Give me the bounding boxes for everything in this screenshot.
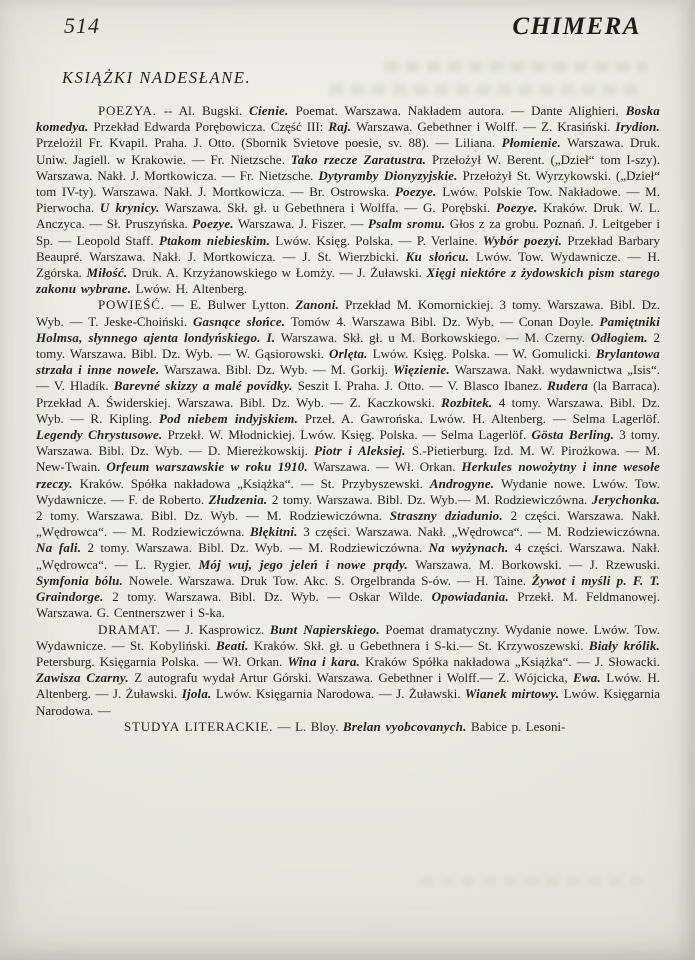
paragraph-powiesc: POWIEŚĆ. — E. Bulwer Lytton. Zanoni. Przekład M. Komornickiej. 3 tomy. Warszawa. Bibl. Dz. Wyb. — T. Jeske-Choiński. Gasnące słońce. Tomów 4. Warszawa Bibl. Dz. Wyb. — Conan Doyle. Pamiętniki Holmsa, słynnego ajenta londyńskiego. I. Warszawa. Skł. gł. u M. Borkowskiego. — M. Czerny. Odłogiem. 2 tomy. Warszawa. Bibl. Dz. Wyb. — W. Gąsiorowski. Orlęta. Lwów. Księg. Polska. — W. Gomulicki. Brylantowa strzała i inne nowele. Warszawa. Bibl. Dz. Wyb. — M. Gorkij. Więzienie. Warszawa. Nakł. wydawnictwa „Isis“. — V. Hladík. Barevné skizzy a malé povídky. Seszit I. Praha. J. Otto. — V. Blasco Ibanez. Rudera (la Barraca). Przekład A. Świderskiej. Warszawa. Bibl. Dz. Wyb. — Z. Kaczkowski. Rozbitek. 4 tomy. Warszawa. Bibl. Dz. Wyb. — R. Kipling. Pod niebem indyjskiem. Przeł. A. Gawrońska. Lwów. H. Altenberg. — Selma Lagerlöf. Legendy Chrystusowe. Przekł. W. Młodnickiej. Lwów. Księg. Polska. — Selma Lagerlöf. Gösta Berling. 3 tomy. Warszawa. Bibl. Dz. Wyb. — D. Miereżkowskij. Piotr i Aleksiej. S.-Pietierburg. Izd. M. W. Pirożkowa. — M. New-Twain. Orfeum warszawskie w roku 1910. Warszawa. — Wł. Orkan. Herkules nowożytny i inne wesołe rzeczy. Kraków. Spółka nakładowa „Książka“. — St. Przybyszewski. Androgyne. Wydanie nowe. Lwów. Tow. Wydawnicze. — F. de Roberto. Złudzenia. 2 tomy. Warszawa. Bibl. Dz. Wyb.— M. Rodziewiczówna. Jerychonka. 2 tomy. Warszawa. Bibl. Dz. Wyb. — M. Rodziewiczówna. Straszny dziadunio. 2 części. Warszawa. Nakł. „Wędrowca“. — M. Rodziewiczówna. Błękitni. 3 części. Warszawa. Nakł. „Wędrowca“. — M. Rodziewiczówna. Na fali. 2 tomy. Warszawa. Bibl. Dz. Wyb. — M. Rodziewiczówna. Na wyżynach. 4 części. Warszawa. Nakł. „Wędrowca“. — L. Rygier. Mój wuj, jego jeleń i nowe prądy. Warszawa. M. Borkowski. — J. Rzewuski. Symfonia bólu. Nowele. Warszawa. Druk Tow. Akc. S. Orgelbranda S-ów. — H. Taine. Żywot i myśli p. F. T. Graindorge. 2 tomy. Warszawa. Bibl. Dz. Wyb. — Oskar Wilde. Opowiadania. Przekł. M. Feldmanowej. Warszawa. G. Centnerszwer i S-ka.	[36, 297, 661, 621]
section-title: KSIĄŻKI NADESŁANE.	[62, 68, 252, 87]
page-header	[0, 0, 695, 41]
page-number: 514	[64, 13, 100, 38]
paragraph-studya-literackie: STUDYA LITERACKIE. — L. Bloy. Brelan vyobcovanych. Babice p. Lesoni-	[124, 718, 566, 734]
paragraph-dramat: DRAMAT. — J. Kasprowicz. Bunt Napierskiego. Poemat dramatyczny. Wydanie nowe. Lwów. Tow. Wydawnicze. — St. Kobyliński. Beati. Kraków. Skł. gł. u Gebethnera i S-ki.— St. Krzywoszewski. Biały królik. Petersburg. Księgarnia Polska. — Wł. Orkan. Wina i kara. Kraków Spółka nakładowa „Książka“. — J. Słowacki. Zawisza Czarny. Z autografu wydał Artur Górski. Warszawa. Gebethner i Wolff.— Z. Wójcicka, Ewa. Lwów. H. Altenberg. — J. Żuławski. Ijola. Lwów. Księgarnia Narodowa. — J. Żuławski. Wianek mirtowy. Lwów. Księgarnia Narodowa. —	[36, 621, 660, 718]
bleedthrough-artifact	[420, 877, 642, 886]
book-list-body	[36, 103, 660, 735]
paragraph-poezya: POEZYA. -- Al. Bugski. Cienie. Poemat. Warszawa. Nakładem autora. — Dante Alighieri. Boska komedya. Przekład Edwarda Porębowicza. Część III: Raj. Warszawa. Gebethner i Wolff. — Z. Krasiński. Irydion. Przelożil Fr. Kvapil. Praha. J. Otto. (Sbornik Svietove poesie, sv. 88). — Liliana. Płomienie. Warszawa. Druk. Uniw. Jagiell. w Krakowie. — Fr. Nietzsche. Tako rzecze Zaratustra. Przełożył W. Berent. („Dzieł“ tom I-szy). Warszawa. Nakł. J. Mortkowicza. — Fr. Nietzsche. Dytyramby Dionyzyjskie. Przełożył St. Wyrzykowski. („Dzieł“ tom IV-ty). Warszawa. Nakł. J. Mortkowicza. — Br. Ostrowska. Poezye. Lwów. Polskie Tow. Nakładowe. — M. Pierwocha. U krynicy. Warszawa. Skł. gł. u Gebethnera i Wolffa. — G. Porębski. Poezye. Kraków. Druk. W. L. Anczyca. — Sł. Pruszyńska. Poezye. Warszawa. J. Fiszer. — Psalm sromu. Głos z za grobu. Poznań. J. Leitgeber i Sp. — Leopold Staff. Ptakom niebieskim. Lwów. Księg. Polska. — P. Verlaine. Wybór poezyi. Przekład Barbary Beaupré. Warszawa. Nakł. J. Mortkowicza. — J. St. Wierzbicki. Ku słońcu. Lwów. Tow. Wydawnicze. — H. Zgórska. Miłość. Druk. A. Krzyżanowskiego w Łomży. — J. Żuławski. Xięgi niektóre z żydowskich pism starego zakonu wybrane. Lwów. H. Altenberg.	[36, 103, 661, 297]
journal-title: CHIMERA	[512, 13, 641, 40]
